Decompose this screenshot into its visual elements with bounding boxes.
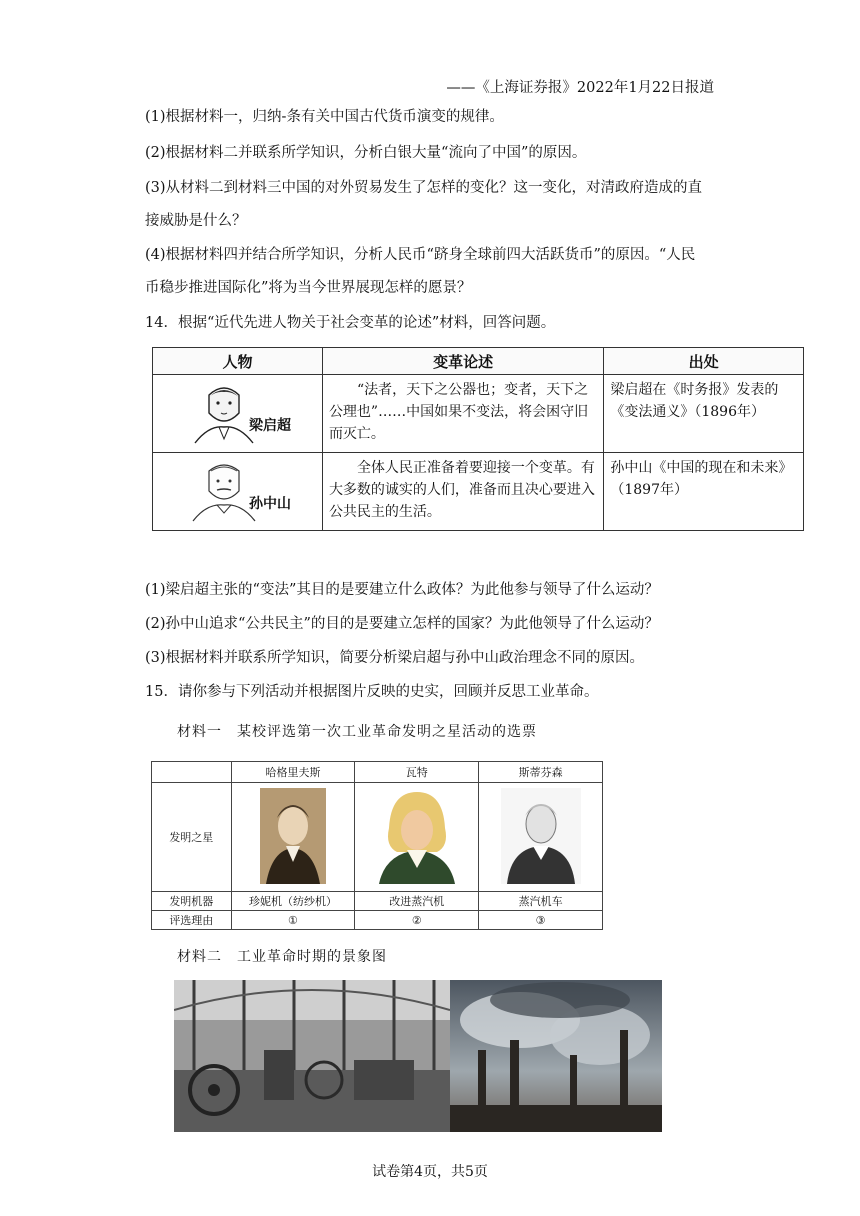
liang-qichao-portrait (157, 377, 297, 443)
page-footer: 试卷第4页，共5页 (372, 1164, 488, 1180)
person-name-sun: 孙中山 (249, 496, 291, 512)
stephenson-portrait (501, 788, 581, 884)
material-1-label: 材料一 某校评选第一次工业革命发明之星活动的选票 (177, 724, 537, 740)
inventors-table (151, 761, 603, 930)
sun-source: 孙中山《中国的现在和未来》（1897年） (604, 453, 804, 531)
row-label-reason: 评选理由 (152, 911, 232, 930)
q13-sub3-line2: 接威胁是什么？ (145, 213, 247, 229)
smokestacks-image (450, 980, 662, 1132)
q13-sub1: (1)根据材料一，归纳-条有关中国古代货币演变的规律。 (145, 109, 504, 125)
reason-1: ① (231, 911, 355, 930)
header-statement: 变革论述 (322, 348, 603, 375)
watt-portrait (371, 788, 463, 884)
sun-yatsen-portrait (157, 455, 297, 521)
inventor-name-stephenson: 斯蒂芬森 (479, 762, 603, 783)
question-15-title: 15．请你参与下列活动并根据图片反映的史实，回顾并反思工业革命。 (145, 684, 599, 700)
q14-sub3: (3)根据材料并联系所学知识，简要分析梁启超与孙中山政治理念不同的原因。 (145, 650, 645, 666)
q14-sub1: (1)梁启超主张的“变法”其目的是要建立什么政体？为此他参与领导了什么运动？ (145, 582, 659, 598)
inventor-name-hargreaves: 哈格里夫斯 (231, 762, 355, 783)
q13-sub4-line1: (4)根据材料四并结合所学知识，分析人民币“跻身全球前四大活跃货币”的原因。“人民 (145, 247, 696, 263)
person-name-liang: 梁启超 (249, 418, 291, 434)
hargreaves-portrait (260, 788, 326, 884)
reason-2: ② (355, 911, 479, 930)
reformers-table (152, 347, 804, 531)
q13-sub3-line1: (3)从材料二到材料三中国的对外贸易发生了怎样的变化？这一变化，对清政府造成的直 (145, 180, 703, 196)
sun-quote: 全体人民正准备着要迎接一个变革。有大多数的诚实的人们，准备而且决心要进入公共民主的生活。 (322, 453, 603, 531)
machine-jenny: 珍妮机（纺纱机） (231, 892, 355, 911)
question-14-title: 14．根据“近代先进人物关于社会变革的论述”材料，回答问题。 (145, 315, 556, 331)
row-label-star: 发明之星 (152, 783, 232, 892)
machine-steam-engine: 改进蒸汽机 (355, 892, 479, 911)
source-citation: ——《上海证券报》2022年1月22日报道 (446, 80, 714, 96)
header-source: 出处 (604, 348, 804, 375)
q13-sub2: (2)根据材料二并联系所学知识，分析白银大量“流向了中国”的原因。 (145, 145, 587, 161)
material-2-label: 材料二 工业革命时期的景象图 (177, 949, 387, 965)
factory-interior-image (174, 980, 450, 1132)
liang-quote: “法者，天下之公器也；变者，天下之公理也”……中国如果不变法，将会困守旧而灭亡。 (322, 375, 603, 453)
q14-sub2: (2)孙中山追求“公共民主”的目的是要建立怎样的国家？为此他领导了什么运动？ (145, 616, 659, 632)
reason-3: ③ (479, 911, 603, 930)
q13-sub4-line2: 币稳步推进国际化”将为当今世界展现怎样的愿景？ (145, 280, 472, 296)
header-person: 人物 (153, 348, 323, 375)
machine-locomotive: 蒸汽机车 (479, 892, 603, 911)
liang-source: 梁启超在《时务报》发表的《变法通义》（1896年） (604, 375, 804, 453)
row-label-machine: 发明机器 (152, 892, 232, 911)
inventor-name-watt: 瓦特 (355, 762, 479, 783)
